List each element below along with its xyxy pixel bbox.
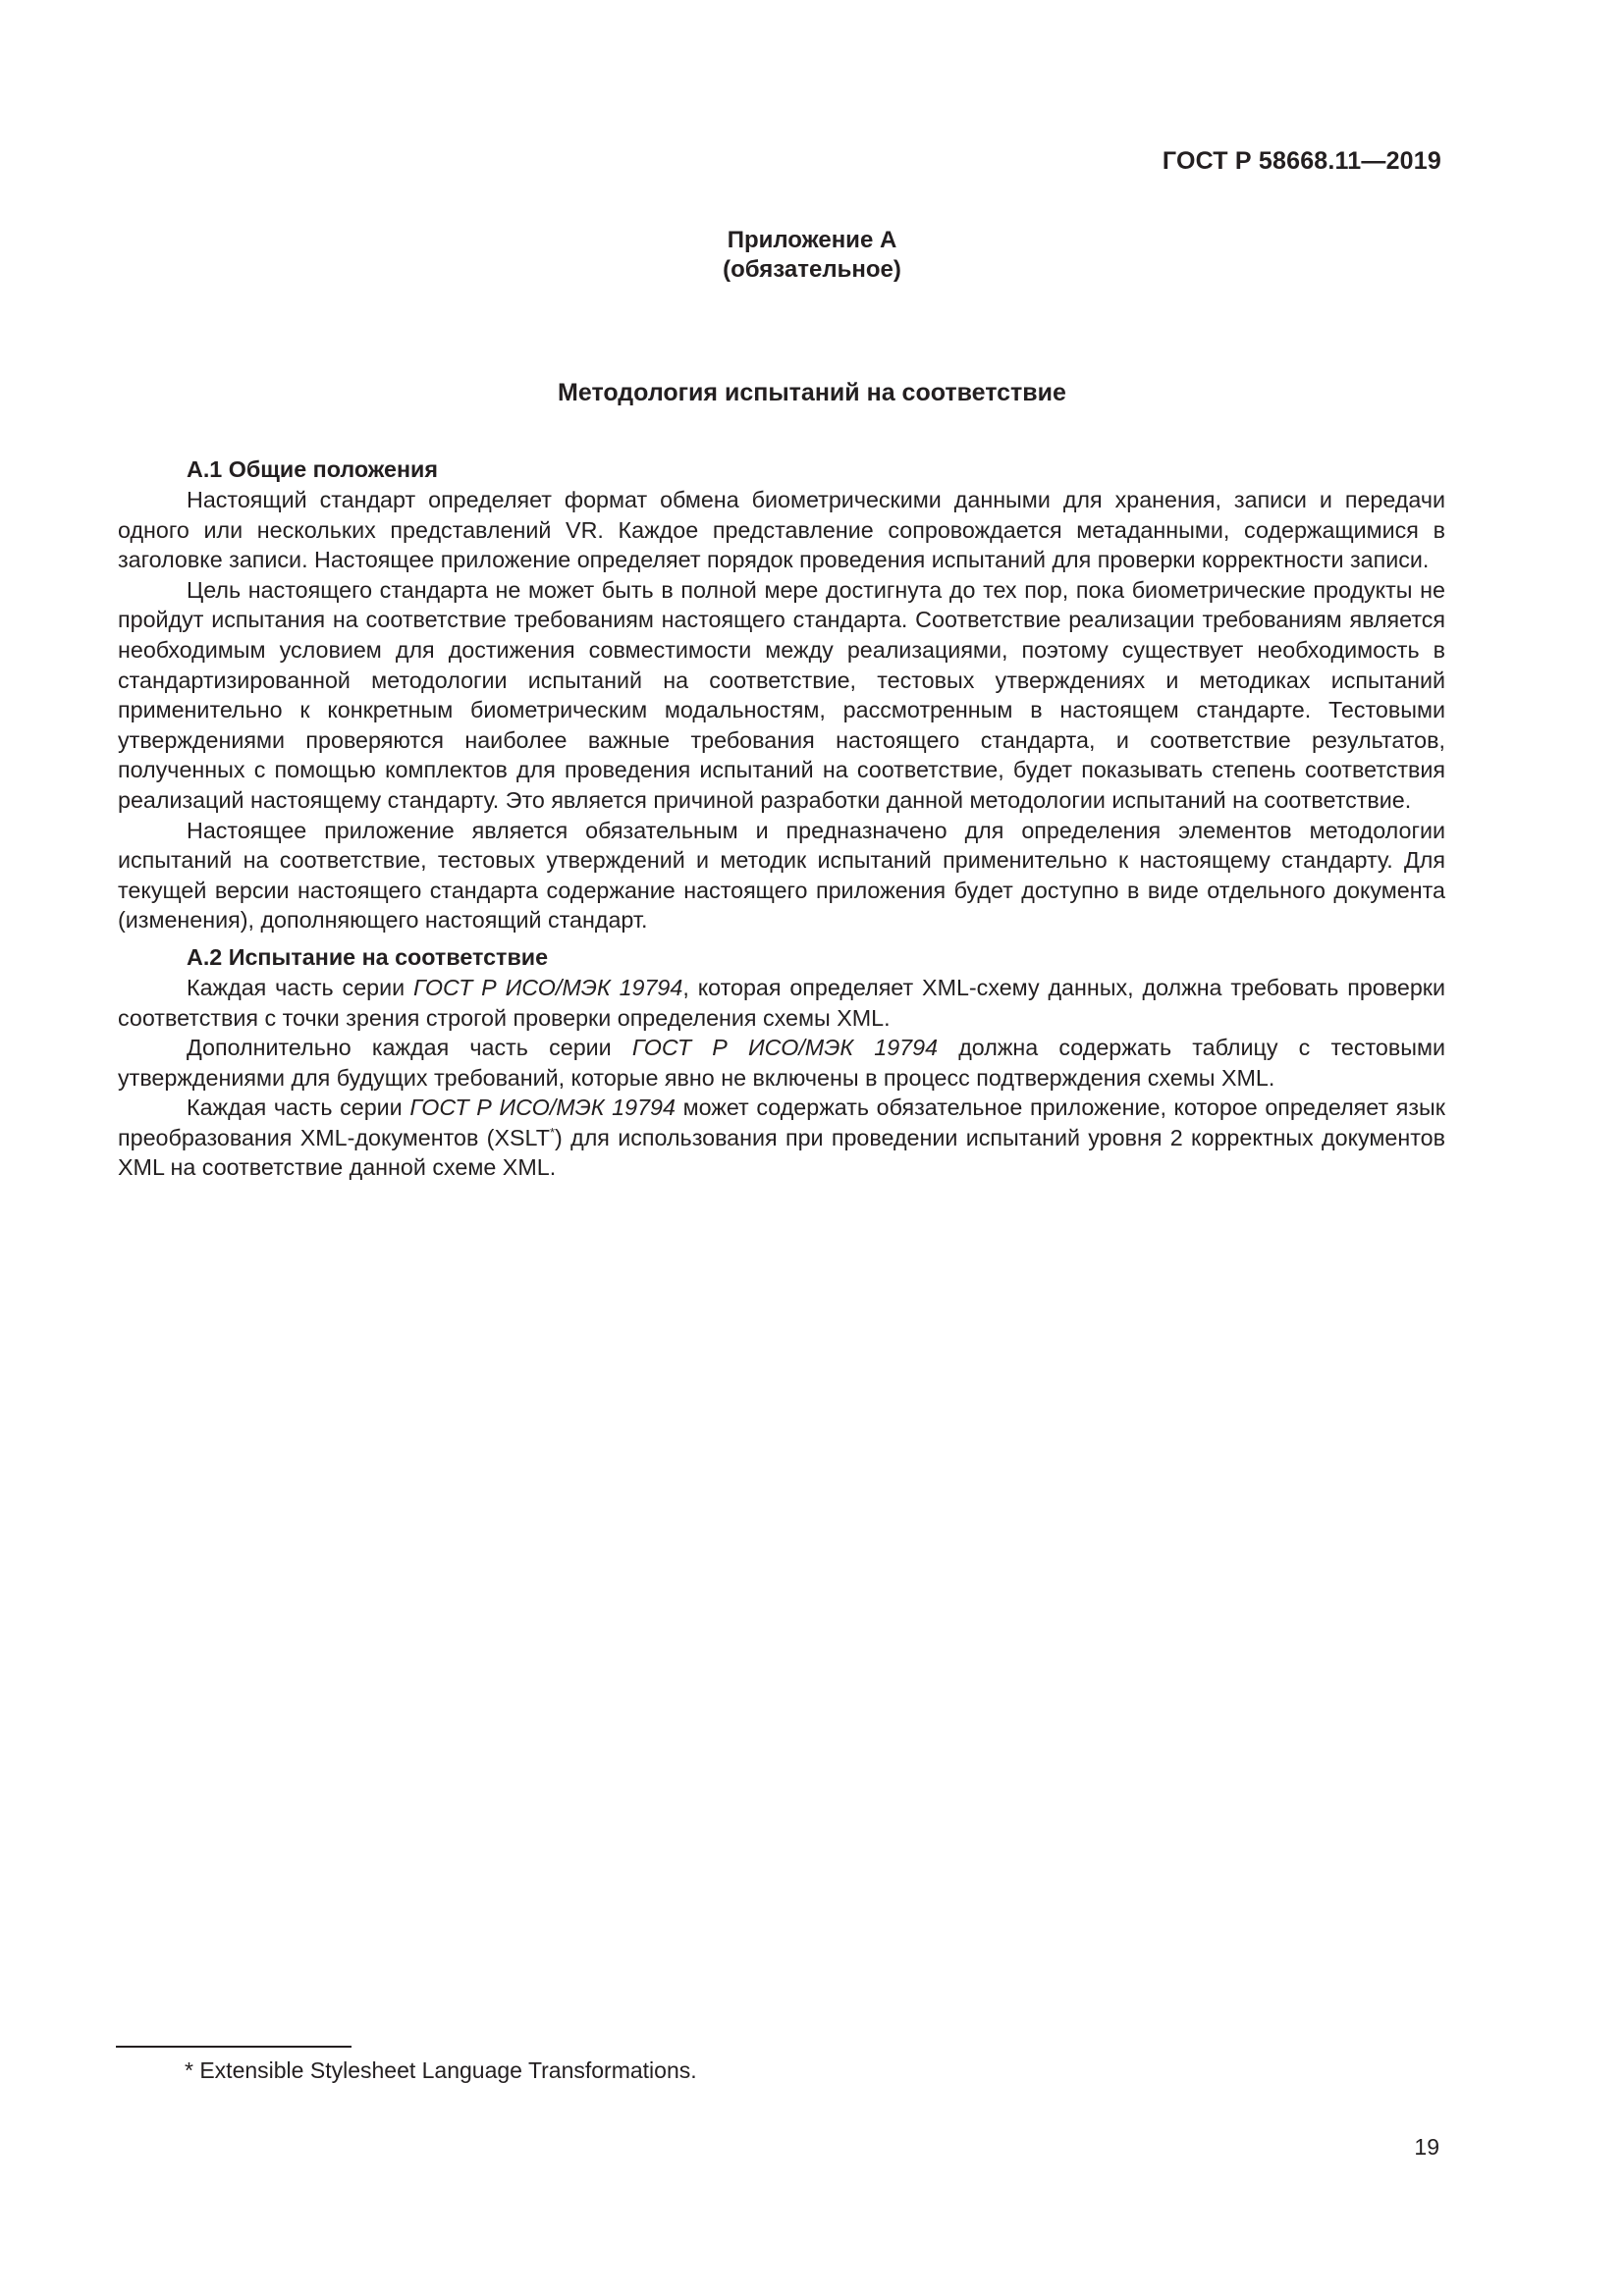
paragraph-a1-3: Настоящее приложение является обязательным и предназначено для определения элементов методологии испытаний на соответствие, тестовых утверждений и методик испытаний применительно к настоящему стандарту. Для текущей версии настоящего стандарта содержание настоящего приложения будет доступно в виде отдельного документа (изменения), дополняющего настоящий стандарт. [118, 817, 1445, 934]
paragraph-text: Каждая часть серии [187, 1095, 410, 1121]
section-heading-a1: А.1 Общие положения [187, 456, 438, 482]
paragraph-a2-1 [118, 973, 1445, 1033]
paragraph-text: Дополнительно каждая часть серии [187, 1035, 632, 1061]
annex-title: Методология испытаний на соответствие [558, 379, 1066, 406]
document-code: ГОСТ Р 58668.11—2019 [1162, 147, 1441, 175]
paragraph-text: , которая определяет XML-схему данных, должна требовать проверки соответствия с точки зрения строгой проверки определения схемы XML. [118, 974, 1445, 1031]
annex-header [0, 226, 1624, 285]
section-heading-a2: А.2 Испытание на соответствие [187, 943, 549, 970]
annex-status: (обязательное) [723, 256, 901, 283]
paragraph-a2-2 [118, 1033, 1445, 1093]
paragraph-text: ) для использования при проведении испытаний уровня 2 корректных документов XML на соответствие данной схеме XML. [118, 1124, 1445, 1181]
paragraph-text: должна содержать таблицу с тестовыми утверждениями для будущих требований, которые явно не включены в процесс подтверждения схемы XML. [118, 1035, 1445, 1091]
annex-body [118, 454, 1445, 1183]
page-number: 19 [1414, 2134, 1439, 2160]
paragraph-text: может содержать обязательное приложение, которое определяет язык преобразования XML-документов (XSLT [118, 1095, 1445, 1150]
standard-reference: ГОСТ Р ИСО/МЭК 19794 [413, 974, 683, 1000]
paragraph-text: Каждая часть серии [187, 974, 414, 1000]
paragraph-a2-3 [118, 1093, 1445, 1183]
paragraph-a1-1: Настоящий стандарт определяет формат обмена биометрическими данными для хранения, записи и передачи одного или нескольких представлений VR. Каждое представление сопровождается метаданными, содержащимися в заголовке записи. Настоящее приложение определяет порядок проведения испытаний для проверки корректности записи. [118, 487, 1445, 573]
footnote-text: * Extensible Stylesheet Language Transformations. [185, 2057, 697, 2083]
footnote-divider [116, 2046, 352, 2048]
annex-label: Приложение А [727, 227, 897, 253]
standard-reference: ГОСТ Р ИСО/МЭК 19794 [409, 1095, 676, 1121]
paragraph-a1-2: Цель настоящего стандарта не может быть в полной мере достигнута до тех пор, пока биометрические продукты не пройдут испытания на соответствие требованиям настоящего стандарта. Соответствие реализации требованиям является необходимым условием для достижения совместимости между реализациями, поэтому существует необходимость в стандартизированной методологии испытаний на соответствие, тестовых утверждениях и методиках испытаний применительно к конкретным биометрическим модальностям, рассмотренным в настоящем стандарте. Тестовыми утверждениями проверяются наиболее важные требования настоящего стандарта, и соответствие результатов, полученных с помощью комплектов для проведения испытаний на соответствие, будет показывать степень соответствия реализаций настоящему стандарту. Это является причиной разработки данной методологии испытаний на соответствие. [118, 576, 1445, 813]
footnote-marker[interactable]: * [549, 1124, 556, 1140]
standard-reference: ГОСТ Р ИСО/МЭК 19794 [631, 1035, 939, 1061]
